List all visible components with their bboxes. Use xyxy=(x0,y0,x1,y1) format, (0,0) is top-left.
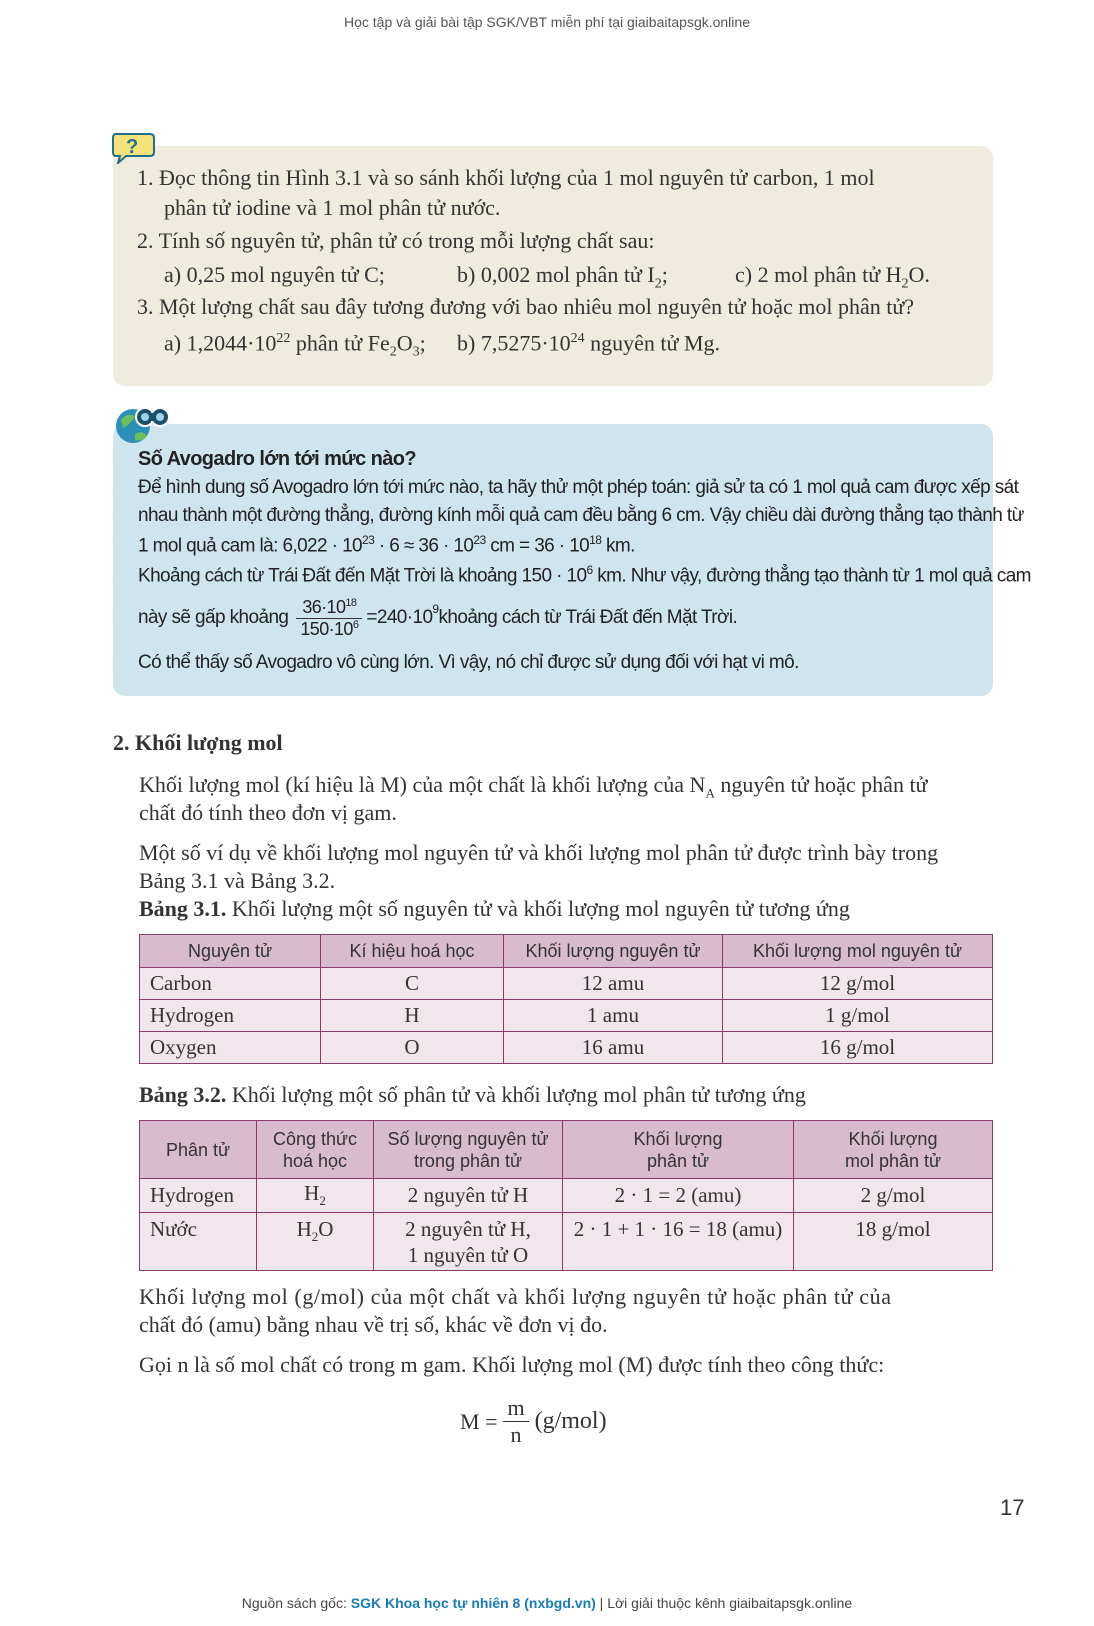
table-header: Nguyên tử xyxy=(140,935,321,968)
molar-mass-formula: M = $\frac{m}{n}$ (g/mol) xyxy=(460,1395,607,1447)
table-row: Hydrogen $H_2$ 2 nguyên tử H 2 · 1 = 2 (amu) 2 g/mol xyxy=(140,1179,993,1213)
table-2-caption: Bảng 3.2. Khối lượng một số phân tử và khối lượng mol phân tử tương ứng xyxy=(139,1082,806,1107)
question-2b: b) 0,002 mol phân tử $I_2$; xyxy=(457,262,668,292)
table-molecular-mass xyxy=(139,1120,993,1271)
paragraph-3-line-2: chất đó (amu) bằng nhau về trị số, khác về đơn vị đo. xyxy=(139,1312,608,1337)
table-header: Khối lượng phân tử xyxy=(563,1121,794,1179)
discovery-line-6: Có thể thấy số Avogadro vô cùng lớn. Vì vậy, nó chỉ được sử dụng đối với hạt vi mô. xyxy=(138,652,799,673)
discovery-line-1: Để hình dung số Avogadro lớn tới mức nào, ta hãy thử một phép toán: giả sử ta có 1 mol quả cam được xếp sát xyxy=(138,477,1019,498)
paragraph-1-line-2: chất đó tính theo đơn vị gam. xyxy=(139,800,397,825)
page-number: 17 xyxy=(1000,1495,1025,1520)
ratio-fraction: $\frac{36\cdot 10^{18}}{150\cdot 10^6}$ xyxy=(296,597,362,640)
table-header: Khối lượng mol phân tử xyxy=(794,1121,993,1179)
question-3b: b) $7,5275\cdot 10^{24}$ nguyên tử Mg. xyxy=(457,330,721,356)
table-row: Nước $H_2O$ 2 nguyên tử H, 1 nguyên tử O 2 · 1 + 1 · 16 = 18 (amu) 18 g/mol xyxy=(140,1213,993,1271)
question-3a: a) $1,2044\cdot 10^{22}$ phân tử $Fe_2O_3$; xyxy=(164,330,426,360)
paragraph-3-line-1: Khối lượng mol (g/mol) của một chất và khối lượng nguyên tử hoặc phân tử của xyxy=(139,1284,892,1309)
question-2: 2. Tính số nguyên tử, phân tử có trong mỗi lượng chất sau: xyxy=(137,228,655,253)
section-title: 2. Khối lượng mol xyxy=(113,730,283,755)
table-header: Phân tử xyxy=(140,1121,257,1179)
paragraph-1-line-1: Khối lượng mol (kí hiệu là M) của một chất là khối lượng của $N_A$ nguyên tử hoặc phân tử xyxy=(139,772,928,801)
formula-fraction: $\frac{m}{n}$ xyxy=(503,1395,528,1448)
question-icon xyxy=(112,132,156,164)
table-header: Khối lượng mol nguyên tử xyxy=(723,935,993,968)
page-header: Học tập và giải bài tập SGK/VBT miễn phí tại giaibaitapsgk.online xyxy=(344,14,750,30)
table-header: Số lượng nguyên tử trong phân tử xyxy=(374,1121,563,1179)
question-2a: a) 0,25 mol nguyên tử C; xyxy=(164,262,385,287)
discovery-line-4: Khoảng cách từ Trái Đất đến Mặt Trời là khoảng $150 \cdot 10^6$ km. Như vậy, đường thẳng tạo thành từ 1 mol quả cam xyxy=(138,563,1031,587)
paragraph-2-line-2: Bảng 3.1 và Bảng 3.2. xyxy=(139,868,336,893)
question-2c: c) 2 mol phân tử $H_2O$. xyxy=(735,262,930,292)
question-1-line-1: 1. Đọc thông tin Hình 3.1 và so sánh khối lượng của 1 mol nguyên tử carbon, 1 mol xyxy=(137,165,875,190)
table-row: Hydrogen H 1 amu 1 g/mol xyxy=(140,1000,993,1032)
table-header: Công thức hoá học xyxy=(257,1121,374,1179)
paragraph-2-line-1: Một số ví dụ về khối lượng mol nguyên tử và khối lượng mol phân tử được trình bày trong xyxy=(139,840,939,865)
paragraph-4: Gọi n là số mol chất có trong m gam. Khối lượng mol (M) được tính theo công thức: xyxy=(139,1352,885,1377)
question-3: 3. Một lượng chất sau đây tương đương với bao nhiêu mol nguyên tử hoặc mol phân tử? xyxy=(137,294,915,319)
table-header: Khối lượng nguyên tử xyxy=(504,935,723,968)
svg-text:?: ? xyxy=(126,136,139,158)
page-footer: Nguồn sách gốc: SGK Khoa học tự nhiên 8 (nxbgd.vn) | Lời giải thuộc kênh giaibaitapsgk.online xyxy=(241,1595,853,1611)
table-row: Oxygen O 16 amu 16 g/mol xyxy=(140,1032,993,1064)
table-header: Kí hiệu hoá học xyxy=(321,935,504,968)
table-1-caption: Bảng 3.1. Khối lượng một số nguyên tử và khối lượng mol nguyên tử tương ứng xyxy=(139,896,850,921)
discovery-title: Số Avogadro lớn tới mức nào? xyxy=(138,448,416,470)
discovery-line-3: 1 mol quả cam là: $6,022 \cdot 10^{23} \cdot 6 \approx 36 \cdot 10^{23}$ cm = $36 \cdot 10^{18}$ km. xyxy=(138,533,635,557)
table-row: Carbon C 12 amu 12 g/mol xyxy=(140,968,993,1000)
question-1-line-2: phân tử iodine và 1 mol phân tử nước. xyxy=(164,195,501,220)
binoculars-icon xyxy=(113,402,171,446)
table-atomic-mass xyxy=(139,934,993,1064)
discovery-line-5: này sẽ gấp khoảng $\frac{36\cdot 10^{18}}{150\cdot 10^6}$ =240·10 $^9$ khoảng cách từ Trái Đất đến Mặt Trời. xyxy=(138,596,738,639)
discovery-line-2: nhau thành một đường thẳng, đường kính mỗi quả cam đều bằng 6 cm. Vậy chiều dài đường thẳng tạo thành từ xyxy=(138,505,1024,526)
source-link[interactable]: SGK Khoa học tự nhiên 8 (nxbgd.vn) xyxy=(350,1595,596,1611)
